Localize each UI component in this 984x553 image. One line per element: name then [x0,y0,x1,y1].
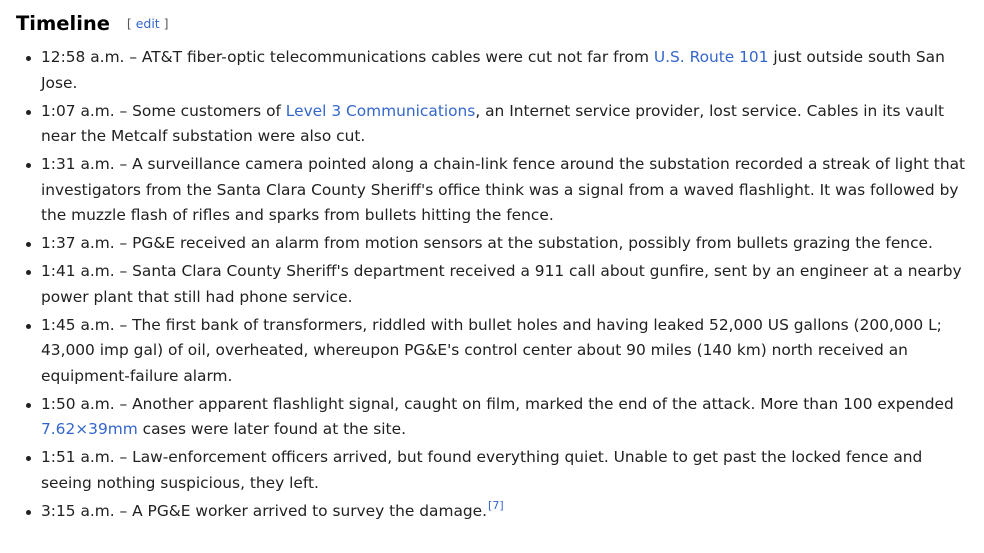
item-text: just outside south San Jose. [41,48,945,92]
item-text: 1:31 a.m. – A surveillance camera pointed along a chain-link fence around the substation recorded a streak of light that investigators from the Santa Clara County Sheriff's office think was a signal from a waved flashlight. It was followed by the muzzle flash of rifles and sparks from bullets hitting the fence. [41,155,966,224]
edit-link[interactable]: edit [135,16,160,31]
timeline-item-1258 [41,45,966,96]
item-text: 1:51 a.m. – Law-enforcement officers arrived, but found everything quiet. Unable to get past the locked fence and seeing nothing suspicious, they left. [41,448,923,492]
timeline-item-0131 [41,152,966,229]
timeline-item-0107 [41,99,966,150]
item-text: cases were later found at the site. [137,420,406,438]
section-heading [16,10,169,38]
item-text: , an Internet service provider, lost service. Cables in its vault near the Metcalf substation were also cut. [41,101,945,145]
item-text: 1:07 a.m. – Some customers of [41,101,286,120]
reference-superscript [488,499,504,512]
us-route-101-link[interactable]: U.S. Route 101 [653,48,769,66]
timeline-item-0151 [41,445,966,496]
cartridge-7-62x39mm-link[interactable]: 7.62×39mm [41,420,138,438]
item-text: 12:58 a.m. – AT&T fiber-optic telecommunications cables were cut not far from [41,48,654,66]
edit-bracket-close: ] [163,16,169,31]
item-text: 1:41 a.m. – Santa Clara County Sheriff's department received a 911 call about gunfire, sent by an engineer at a nearby power plant that still had phone service. [41,262,962,306]
reference-7-link[interactable]: [7] [488,498,504,512]
timeline-item-0137 [41,231,966,257]
timeline-item-0141 [41,259,966,310]
timeline-list [41,45,966,527]
timeline-item-0315 [41,499,966,525]
section-title: Timeline [16,12,111,35]
item-text: 1:37 a.m. – PG&E received an alarm from motion sensors at the substation, possibly from bullets grazing the fence. [41,234,933,252]
edit-section [127,16,169,31]
level-3-communications-link[interactable]: Level 3 Communications [285,101,476,120]
item-text: 3:15 a.m. – A PG&E worker arrived to survey the damage. [41,501,488,520]
timeline-item-0145 [41,313,966,390]
timeline-item-0150 [41,392,966,443]
item-text: 1:45 a.m. – The first bank of transformers, riddled with bullet holes and having leaked 52,000 US gallons (200,000 L; 43,000 imp gal) of oil, overheated, whereupon PG&E's control center about 90 miles (140 km) north received an equipment-failure alarm. [41,315,942,385]
item-text: 1:50 a.m. – Another apparent flashlight signal, caught on film, marked the end of the attack. More than 100 expended [41,394,954,413]
edit-bracket-open: [ [126,16,132,31]
